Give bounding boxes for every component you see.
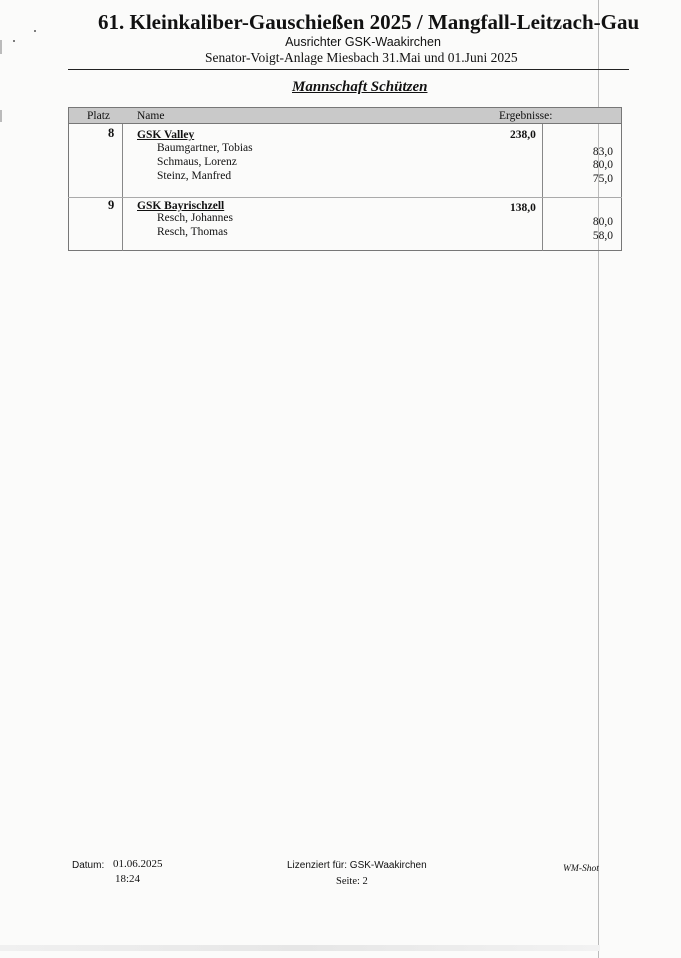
member-score: 58,0 — [592, 230, 613, 242]
team-total: 138,0 — [510, 202, 536, 214]
column-header-place: Platz — [87, 110, 110, 122]
page-title: 61. Kleinkaliber-Gauschießen 2025 / Mangfall-Leitzach-Gau — [98, 10, 640, 34]
member-score: 83,0 — [592, 146, 613, 158]
member-name: Schmaus, Lorenz — [157, 156, 237, 168]
member-score: 80,0 — [592, 216, 613, 228]
row-divider — [68, 197, 622, 198]
results-table — [68, 124, 622, 251]
member-name: Steinz, Manfred — [157, 170, 232, 182]
scan-edge — [0, 110, 2, 122]
member-name: Baumgartner, Tobias — [157, 142, 253, 154]
venue-line: Senator-Voigt-Anlage Miesbach 31.Mai und 01.Juni 2025 — [205, 50, 518, 65]
member-score: 75,0 — [592, 173, 613, 185]
section-title: Mannschaft Schützen — [292, 79, 428, 95]
member-name: Resch, Thomas — [157, 226, 228, 238]
team-name: GSK Bayrischzell — [137, 200, 225, 212]
column-header-name: Name — [137, 110, 165, 122]
column-divider — [542, 124, 543, 251]
column-header-results: Ergebnisse: — [499, 110, 553, 122]
column-divider — [122, 124, 123, 251]
date-label: Datum: — [72, 860, 105, 871]
organizer-line: Ausrichter GSK-Waakirchen — [285, 35, 441, 49]
member-score: 80,0 — [592, 159, 613, 171]
place-value: 8 — [108, 126, 115, 140]
table-header — [68, 107, 622, 124]
scan-smudge — [0, 945, 600, 951]
date-value: 01.06.2025 — [113, 858, 163, 870]
team-name: GSK Valley — [137, 129, 195, 141]
place-value: 9 — [108, 198, 115, 212]
software-mark: WM-Shot — [563, 864, 599, 874]
license-text: Lizenziert für: GSK-Waakirchen — [287, 860, 427, 871]
header-rule — [68, 69, 629, 70]
team-total: 238,0 — [510, 129, 536, 141]
page-number: Seite: 2 — [336, 876, 368, 887]
scan-speck — [34, 30, 36, 32]
time-value: 18:24 — [115, 873, 141, 885]
member-name: Resch, Johannes — [157, 212, 234, 224]
